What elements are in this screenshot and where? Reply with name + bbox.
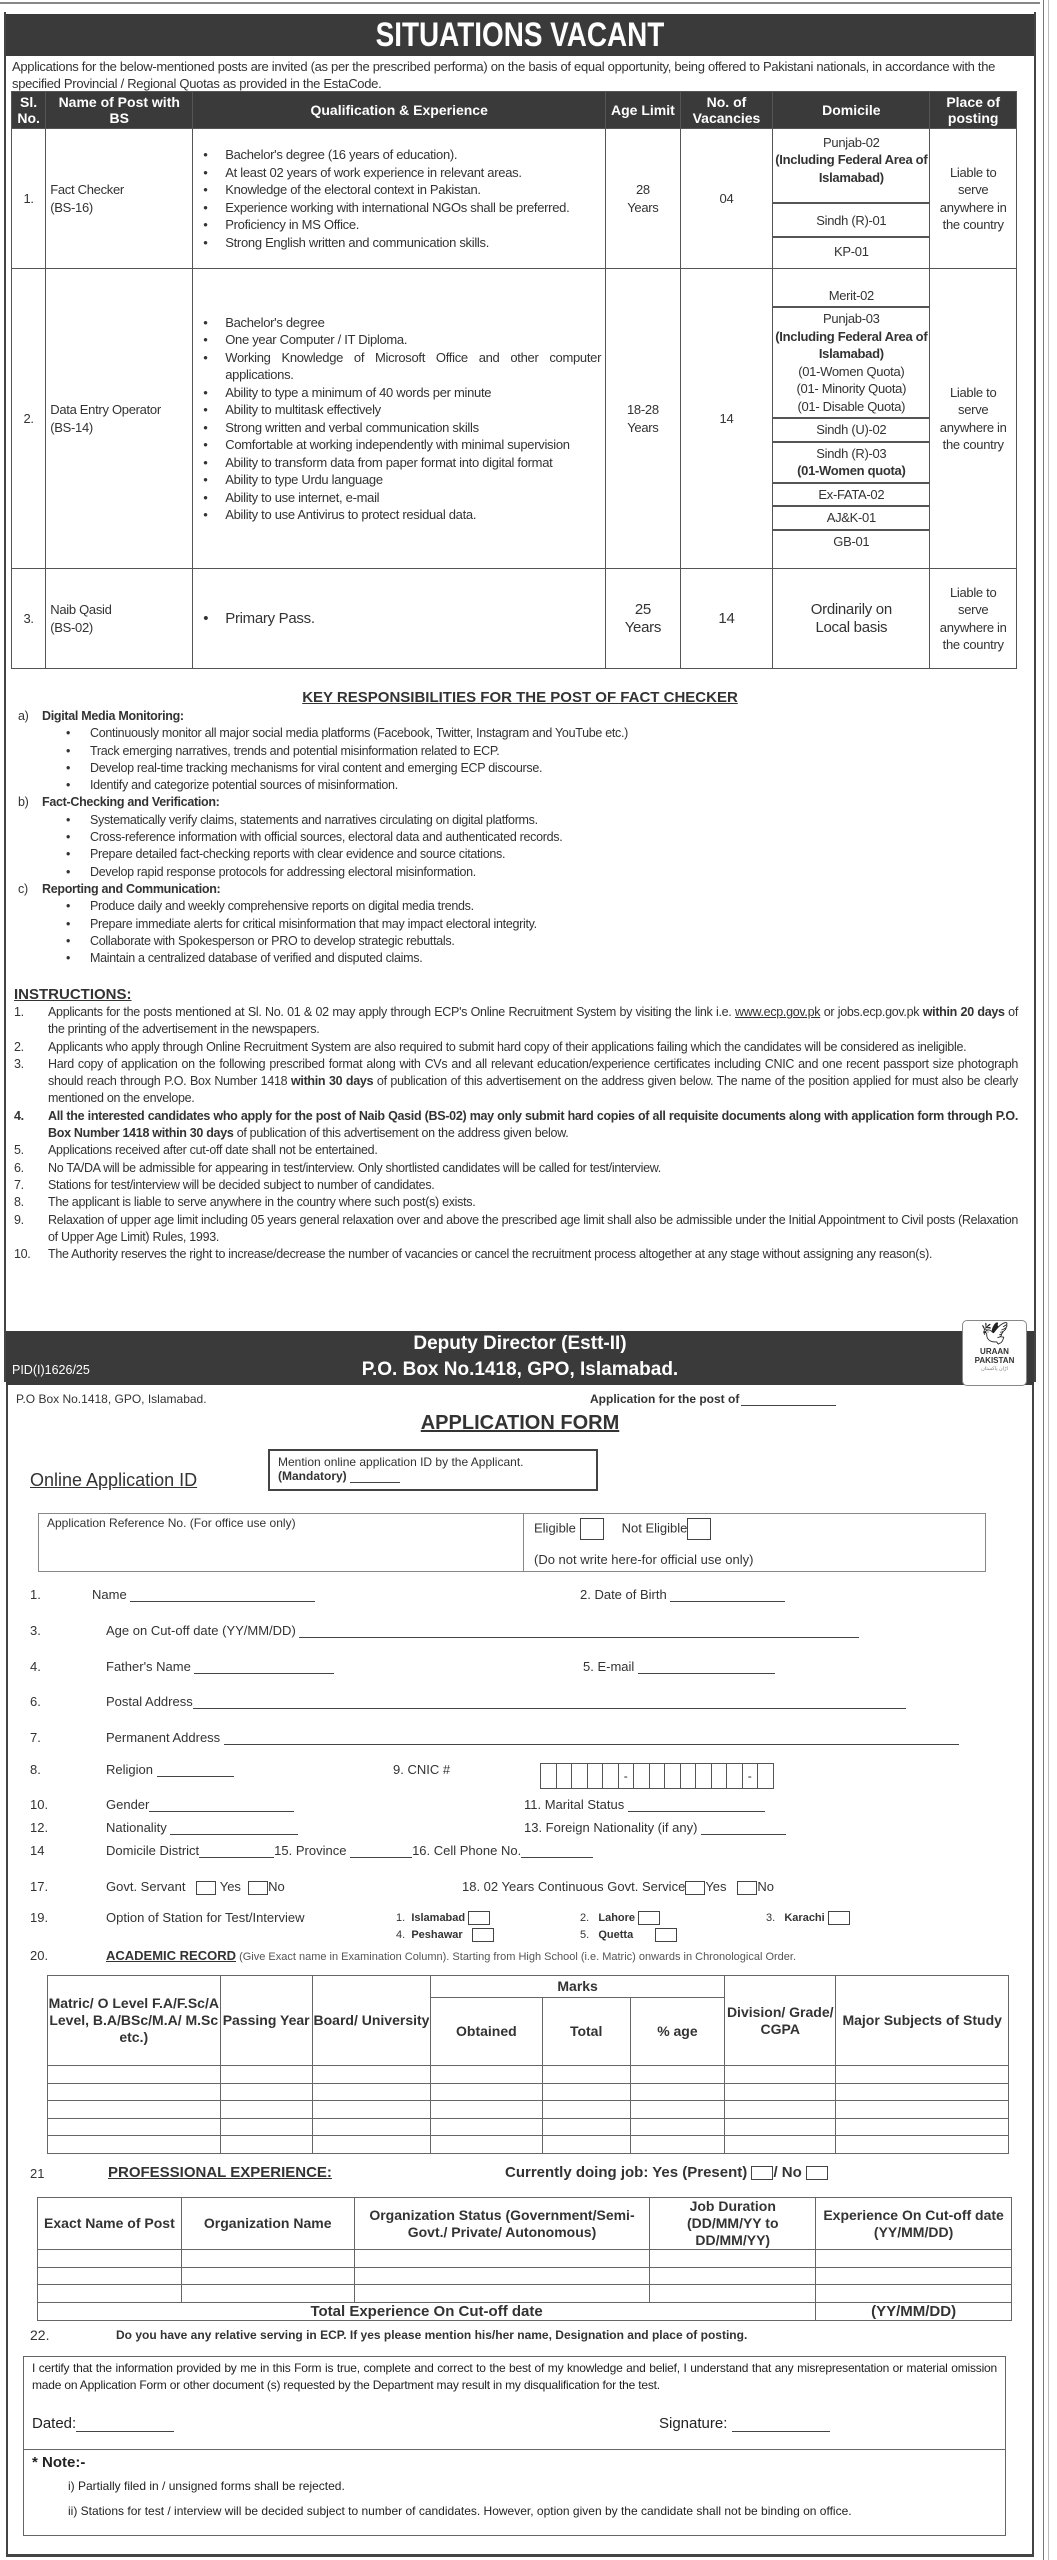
domicile-list: Merit-02 Punjab-03 (Including Federal Area of Islamabad) (01-Women Quota) (01- Minority Quota) (01- Disable Quota) Sindh (U)-02 Sindh (R)-03 (01-Women quota) Ex-FATA-02 AJ&K-01 GB-01 — [773, 269, 930, 569]
place-of-posting: Liable to serve anywhere in the country — [930, 569, 1017, 669]
list-item: • Collaborate with Spokesperson or PRO to develop strategic rebuttals. — [66, 933, 1028, 950]
table-row[interactable] — [38, 2285, 1012, 2303]
col-header-board: Board/ University — [312, 1976, 430, 2066]
responsibilities-title: KEY RESPONSIBILITIES FOR THE POST OF FACT CHECKER — [302, 689, 738, 706]
note-title: * Note:- — [32, 2454, 86, 2471]
marital-status-field: 11. Marital Status — [524, 1797, 765, 1812]
bird-icon: 🕊 — [980, 1321, 1009, 1346]
list-item: 3. Hard copy of application on the following prescribed format along with CVs and all relevant education/experience certificates including CNIC and one recent passport size photograph should reach through P.O. Box Number 1418 within 30 days of publication of this advertisement on the address given below. The name of the position applied for must also be clearly mentioned on the envelope. — [14, 1056, 1018, 1106]
station-lahore: 2. Lahore — [580, 1911, 660, 1925]
quetta-checkbox[interactable] — [655, 1928, 677, 1942]
govt-service-no-checkbox[interactable] — [737, 1881, 757, 1895]
section-heading: b) Fact-Checking and Verification: — [18, 795, 220, 810]
govt-service-yes-checkbox[interactable] — [685, 1881, 705, 1895]
list-item: • Experience working with international NGOs shall be preferred. — [197, 199, 601, 217]
govt-servant-no-checkbox[interactable] — [248, 1881, 268, 1895]
post-applied-label: Application for the post of — [590, 1392, 836, 1406]
marital-status-input[interactable] — [628, 1798, 765, 1812]
table-row[interactable] — [48, 2101, 1009, 2119]
place-of-posting: Liable to serve anywhere in the country — [930, 129, 1017, 269]
age-input[interactable] — [299, 1624, 859, 1638]
col-header-qualification: Qualification & Experience — [193, 92, 606, 129]
list-item: • At least 02 years of work experience in relevant areas. — [197, 164, 601, 182]
page-edge — [1043, 0, 1044, 2560]
contact-address: P.O. Box No.1418, GPO, Islamabad. — [361, 1359, 679, 1380]
age-limit: 25 Years — [606, 569, 681, 669]
list-item: • Ability to type Urdu language — [197, 471, 601, 489]
list-item: 8. The applicant is liable to serve anywhere in the country where such post(s) exists. — [14, 1195, 476, 1210]
current-job-no-checkbox[interactable] — [806, 2166, 828, 2180]
list-item: • Cross-reference information with official sources, electoral data and authenticated records. — [66, 829, 1028, 846]
col-header-exam: Matric/ O Level F.A/F.Sc/A Level, B.A/BSc/M.A/ M.Sc etc.) — [48, 1976, 221, 2066]
list-item: • Systematically verify claims, statements and narratives circulating on digital platforms. — [66, 812, 1028, 829]
list-item: • Produce daily and weekly comprehensive reports on digital media trends. — [66, 898, 1028, 915]
lahore-checkbox[interactable] — [638, 1911, 660, 1925]
table-row[interactable] — [48, 2136, 1009, 2154]
list-item: • Strong English written and communication skills. — [197, 234, 601, 252]
uraan-pakistan-logo: 🕊 URAAN PAKISTAN اڑان پاکستان — [962, 1320, 1027, 1386]
section-heading: c) Reporting and Communication: — [18, 881, 221, 896]
declaration-text: I certify that the information provided by me in this Form is true, complete and correct to the best of my knowledge and belief, I understand that any misrepresentation or material omission made on Application Form or other document (s) requested by the Department may result in my disqualification for the test. — [32, 2361, 997, 2392]
currently-doing-job: Currently doing job: Yes (Present) / No — [505, 2164, 828, 2181]
table-row — [12, 129, 1017, 269]
station-islamabad: 1. Islamabad — [396, 1911, 490, 1925]
list-item: • Primary Pass. — [197, 610, 601, 628]
academic-record-heading: ACADEMIC RECORD (Give Exact name in Examination Column). Starting from High School (i.e. Matric) onwards in Chronological Order. — [106, 1948, 797, 1963]
email-field: 5. E-mail — [583, 1659, 775, 1674]
list-item: • One year Computer / IT Diploma. — [197, 331, 601, 349]
col-header-post: Name of Post with BS — [46, 92, 193, 129]
list-item: • Maintain a centralized database of verified and disputed claims. — [66, 950, 1028, 967]
post-applied-input[interactable] — [741, 1394, 836, 1406]
age-limit: 28 Years — [606, 129, 681, 269]
office-use-box: Application Reference No. (For office use only) Eligible Not Eligible (Do not write here-for official use only) — [38, 1513, 986, 1572]
post-name: Naib Qasid (BS-02) — [46, 569, 193, 669]
col-header-org: Organization Name — [181, 2198, 354, 2250]
section-heading: a) Digital Media Monitoring: — [18, 709, 184, 723]
qualification-list — [193, 129, 606, 269]
permanent-address-input[interactable] — [224, 1731, 959, 1745]
top-rule — [0, 2, 1040, 4]
govt-servant-yes-checkbox[interactable] — [196, 1881, 216, 1895]
col-header-vacancies: No. of Vacancies — [680, 92, 773, 129]
dob-input[interactable] — [670, 1588, 785, 1602]
place-of-posting: Liable to serve anywhere in the country — [930, 269, 1017, 569]
email-input[interactable] — [638, 1660, 775, 1674]
dated-field: Dated: — [32, 2415, 174, 2432]
responsibilities-section — [18, 708, 1028, 967]
dob-field: 2. Date of Birth — [580, 1587, 785, 1602]
father-name-field: Father's Name — [106, 1659, 334, 1674]
list-item: • Working Knowledge of Microsoft Office and other computer applications. — [197, 349, 601, 384]
list-item: • Bachelor's degree — [197, 314, 601, 332]
col-header-year: Passing Year — [220, 1976, 312, 2066]
col-header-cutoff: Experience On Cut-off date (YY/MM/DD) — [816, 2198, 1012, 2250]
cnic-input[interactable]: - - — [540, 1763, 774, 1789]
karachi-checkbox[interactable] — [828, 1911, 850, 1925]
list-item: • Bachelor's degree (16 years of education). — [197, 146, 601, 164]
declaration-box — [23, 2356, 1006, 2536]
page-title: SITUATIONS VACANT — [6, 14, 1034, 56]
station-quetta: 5. Quetta — [580, 1928, 677, 1942]
list-item: • Identify and categorize potential sources of misinformation. — [66, 777, 1028, 794]
list-item: 2. Applicants who apply through Online Recruitment System are also required to submit hard copy of their applications failing which the candidates will be considered as ineligible. — [14, 1039, 967, 1054]
table-row[interactable] — [38, 2267, 1012, 2285]
col-header-obtained: Obtained — [431, 1998, 542, 2066]
instructions-list — [14, 1004, 1018, 1263]
qualification-list — [193, 269, 606, 569]
domicile-district-field: Domicile District 15. Province 16. Cell Phone No. — [106, 1843, 593, 1858]
col-header-post: Exact Name of Post — [38, 2198, 182, 2250]
nationality-field: Nationality — [106, 1820, 298, 1835]
islamabad-checkbox[interactable] — [468, 1911, 490, 1925]
page-edge — [1048, 0, 1049, 2560]
col-header-division: Division/ Grade/ CGPA — [725, 1976, 836, 2066]
name-input[interactable] — [130, 1588, 315, 1602]
note-item: ii) Stations for test / interview will be decided subject to number of candidates. However, option given by the candidate shall not be binding on office. — [68, 2504, 852, 2518]
govt-service-field: 18. 02 Years Continuous Govt. Service Yes No — [462, 1879, 774, 1894]
note-item: i) Partially filed in / unsigned forms shall be rejected. — [68, 2479, 345, 2493]
col-header-percentage: % age — [630, 1998, 724, 2066]
father-name-input[interactable] — [194, 1660, 334, 1674]
col-header-domicile: Domicile — [773, 92, 930, 129]
nationality-input[interactable] — [170, 1821, 298, 1835]
form-address: P.O Box No.1418, GPO, Islamabad. — [16, 1392, 207, 1406]
religion-field: Religion — [106, 1762, 234, 1777]
list-item: • Track emerging narratives, trends and potential misinformation related to ECP. — [66, 743, 1028, 760]
online-id-box[interactable]: Mention online application ID by the Applicant. (Mandatory) — [268, 1449, 598, 1491]
col-header-subjects: Major Subjects of Study — [836, 1976, 1009, 2066]
list-item: • Ability to use internet, e-mail — [197, 489, 601, 507]
religion-input[interactable] — [157, 1763, 234, 1777]
list-item: 4. All the interested candidates who apply for the post of Naib Qasid (BS-02) may only submit hard copies of all requisite documents along with application form through P.O. Box Number 1418 within 30 days of publication of this advertisement on the address given below. — [14, 1108, 1018, 1141]
list-item: 7. Stations for test/interview will be decided subject to number of candidates. — [14, 1177, 435, 1192]
eligible-checkbox[interactable] — [580, 1518, 604, 1540]
vacancies-count: 04 — [680, 129, 773, 269]
postal-address-field: Postal Address — [106, 1694, 906, 1709]
age-field: Age on Cut-off date (YY/MM/DD) — [106, 1623, 859, 1638]
list-item: 10. The Authority reserves the right to increase/decrease the number of vacancies or cancel the recruitment process altogether at any stage without assigning any reason(s). — [14, 1247, 933, 1262]
vacancies-count: 14 — [680, 269, 773, 569]
domicile-list: Ordinarily on Local basis — [773, 569, 930, 669]
dated-input[interactable] — [76, 2417, 174, 2432]
name-field: Name — [92, 1587, 315, 1602]
age-limit: 18-28 Years — [606, 269, 681, 569]
relative-question: Do you have any relative serving in ECP. If yes please mention his/her name, Designation and place of posting. — [116, 2328, 748, 2342]
qualification-list — [193, 569, 606, 669]
table-row — [12, 269, 1017, 569]
professional-experience-heading: PROFESSIONAL EXPERIENCE: — [108, 2164, 332, 2181]
list-item: • Continuously monitor all major social media platforms (Facebook, Twitter, Instagram and YouTube etc.) — [66, 725, 1028, 742]
pid-number: PID(I)1626/25 — [12, 1363, 90, 1377]
gender-input[interactable] — [149, 1798, 294, 1812]
col-header-duration: Job Duration (DD/MM/YY to DD/MM/YY) — [650, 2198, 816, 2250]
current-job-yes-checkbox[interactable] — [751, 2166, 773, 2180]
list-item: • Develop real-time tracking mechanisms for viral content and emerging ECP discourse. — [66, 760, 1028, 777]
list-item: • Prepare detailed fact-checking reports with clear evidence and source citations. — [66, 846, 1028, 863]
domicile-district-input[interactable] — [199, 1844, 274, 1858]
col-header-sl: Sl. No. — [12, 92, 46, 129]
govt-servant-field: Govt. Servant Yes No — [106, 1879, 285, 1894]
permanent-address-field: Permanent Address — [106, 1730, 959, 1745]
list-item: 9. Relaxation of upper age limit including 05 years general relaxation over and above the prescribed age limit shall also be admissible under the Initial Appointment to Civil posts (Relaxation of Upper Age Limit) Rules, 1993. — [14, 1212, 1018, 1244]
experience-table — [37, 2197, 1012, 2321]
total-row: Total Experience On Cut-off date (YY/MM/DD) — [38, 2302, 1012, 2320]
ecp-website-link[interactable]: www.ecp.gov.pk — [735, 1005, 821, 1019]
sl-no: 2. — [12, 269, 46, 569]
list-item: • Ability to use Antivirus to protect residual data. — [197, 506, 601, 524]
post-name: Fact Checker (BS-16) — [46, 129, 193, 269]
contact-footer — [6, 1331, 1034, 1385]
list-item: • Proficiency in MS Office. — [197, 216, 601, 234]
intro-paragraph: Applications for the below-mentioned posts are invited (as per the prescribed performa) on the basis of equal opportunity, being offered to Pakistani nationals, in accordance with the specified Provincial / Regional Quotas as provided in the EstaCode. — [12, 59, 996, 91]
instructions-title: INSTRUCTIONS: — [14, 986, 132, 1003]
gender-field: Gender — [106, 1797, 294, 1812]
table-row[interactable] — [48, 2118, 1009, 2136]
postal-address-input[interactable] — [193, 1695, 906, 1709]
not-eligible-checkbox[interactable] — [687, 1518, 711, 1540]
col-header-marks: Marks — [431, 1976, 725, 1998]
list-item: 6. No TA/DA will be admissible for appearing in test/interview. Only shortlisted candidates will be called for test/interview. — [14, 1160, 661, 1175]
signature-input[interactable] — [732, 2417, 830, 2432]
foreign-nationality-field: 13. Foreign Nationality (if any) — [524, 1820, 786, 1835]
cell-phone-input[interactable] — [521, 1844, 593, 1858]
col-header-age: Age Limit — [606, 92, 681, 129]
foreign-nationality-input[interactable] — [701, 1821, 786, 1835]
signature-field: Signature: — [659, 2415, 830, 2432]
province-input[interactable] — [350, 1844, 412, 1858]
col-header-status: Organization Status (Government/Semi-Govt./ Private/ Autonomous) — [354, 2198, 650, 2250]
list-item: 1. Applicants for the posts mentioned at Sl. No. 01 & 02 may apply through ECP's Online Recruitment System by visiting the link i.e. www.ecp.gov.pk or jobs.ecp.gov.pk within 20 days of the printing of the advertisement in the newspapers. — [14, 1005, 1019, 1037]
cnic-label: 9. CNIC # — [393, 1762, 451, 1777]
list-item: • Knowledge of the electoral context in Pakistan. — [197, 181, 601, 199]
academic-record-table — [47, 1975, 1009, 2154]
contact-designation: Deputy Director (Estt-II) — [413, 1333, 627, 1354]
peshawar-checkbox[interactable] — [472, 1928, 494, 1942]
station-karachi: 3. Karachi — [766, 1911, 850, 1925]
online-id-label: Online Application ID — [30, 1470, 198, 1490]
col-header-posting: Place of posting — [930, 92, 1017, 129]
post-name: Data Entry Operator (BS-14) — [46, 269, 193, 569]
list-item: • Comfortable at working independently with minimal supervision — [197, 436, 601, 454]
sl-no: 1. — [12, 129, 46, 269]
col-header-total: Total — [542, 1998, 630, 2066]
vacancies-table — [11, 91, 1017, 669]
list-item: • Strong written and verbal communication skills — [197, 419, 601, 437]
station-peshawar: 4. Peshawar — [396, 1928, 494, 1942]
table-row[interactable] — [48, 2066, 1009, 2084]
sl-no: 3. — [12, 569, 46, 669]
table-row[interactable] — [38, 2250, 1012, 2268]
table-row[interactable] — [48, 2083, 1009, 2101]
list-item: • Ability to transform data from paper format into digital format — [197, 454, 601, 472]
list-item: • Ability to multitask effectively — [197, 401, 601, 419]
form-title: APPLICATION FORM — [420, 1412, 620, 1434]
station-option-label: Option of Station for Test/Interview — [106, 1910, 305, 1925]
list-item: • Ability to type a minimum of 40 words per minute — [197, 384, 601, 402]
table-row — [12, 569, 1017, 669]
list-item: • Develop rapid response protocols for addressing electoral misinformation. — [66, 864, 1028, 881]
list-item: 5. Applications received after cut-off date shall not be entertained. — [14, 1143, 378, 1158]
domicile-list: Punjab-02 (Including Federal Area of Islamabad) Sindh (R)-01 KP-01 — [773, 129, 930, 269]
list-item: • Prepare immediate alerts for critical misinformation that may impact electoral integrity. — [66, 916, 1028, 933]
vacancies-count: 14 — [680, 569, 773, 669]
